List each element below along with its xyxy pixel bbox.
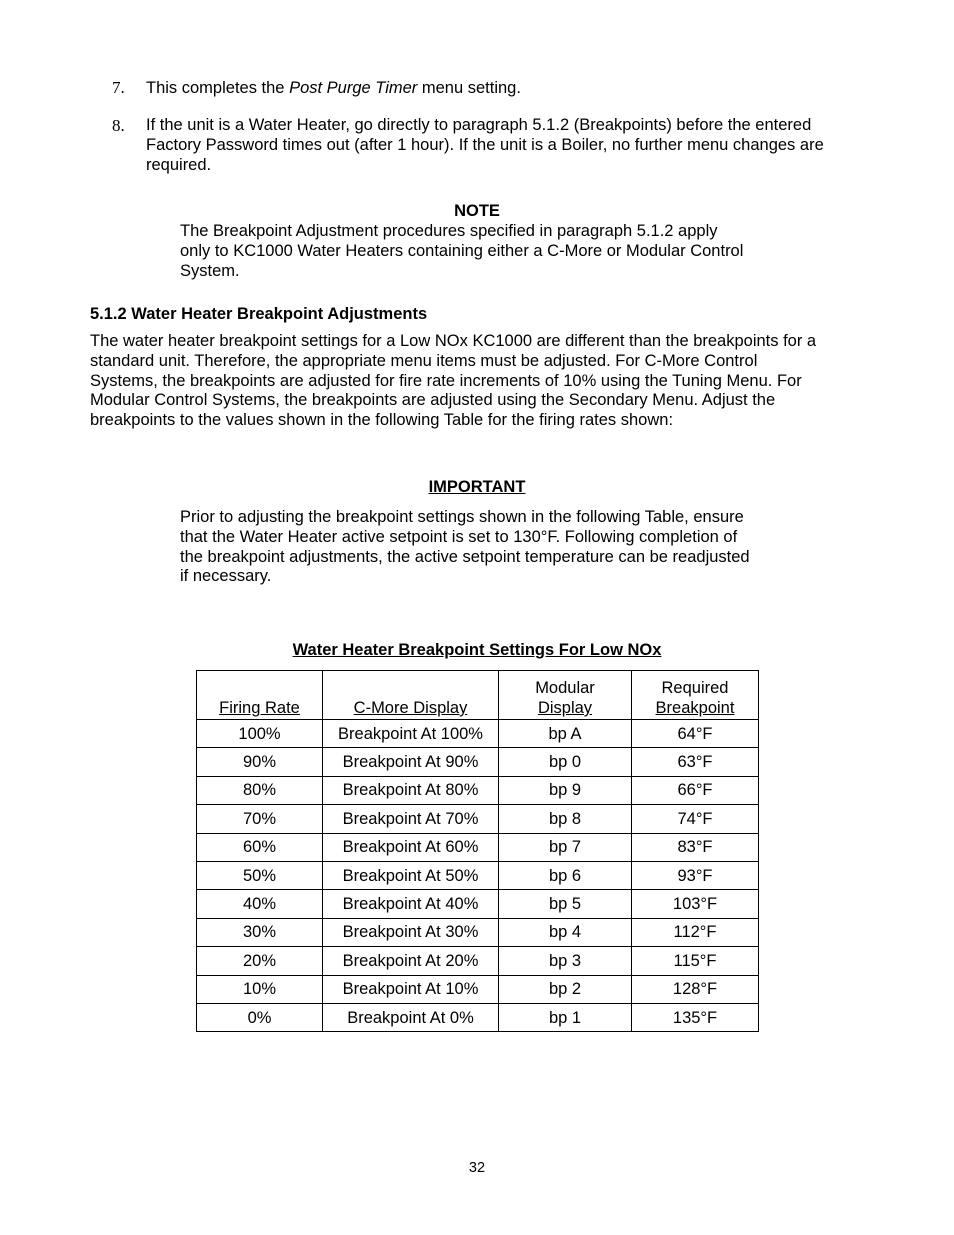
section-heading: 5.1.2 Water Heater Breakpoint Adjustments <box>90 305 428 323</box>
cell-cmore-display: Breakpoint At 0% <box>323 1003 499 1031</box>
cell-firing-rate: 70% <box>197 805 323 833</box>
table-header-row <box>197 671 759 720</box>
table-row <box>197 776 759 804</box>
step-7-number: 7. <box>112 78 125 97</box>
section-line: standard unit. Therefore, the appropriate menu items must be adjusted. For C-More Control <box>90 351 758 370</box>
cell-breakpoint: 115°F <box>632 947 759 975</box>
important-line: Prior to adjusting the breakpoint settings shown in the following Table, ensure <box>180 508 744 526</box>
cell-modular-display: bp A <box>499 720 632 748</box>
note-line: only to KC1000 Water Heaters containing either a C-More or Modular Control <box>180 241 744 260</box>
important-line: the breakpoint adjustments, the active setpoint temperature can be readjusted <box>180 547 750 566</box>
cell-cmore-display: Breakpoint At 80% <box>323 776 499 804</box>
cell-modular-display: bp 7 <box>499 833 632 861</box>
cell-modular-display: bp 2 <box>499 975 632 1003</box>
cell-cmore-display: Breakpoint At 50% <box>323 861 499 889</box>
cell-breakpoint: 64°F <box>632 720 759 748</box>
table-row <box>197 918 759 946</box>
table-row <box>197 890 759 918</box>
cell-breakpoint: 112°F <box>632 918 759 946</box>
page-number: 32 <box>468 1160 486 1176</box>
cell-firing-rate: 30% <box>197 918 323 946</box>
step-7-text <box>146 79 521 98</box>
cell-modular-display: bp 9 <box>499 776 632 804</box>
table-row <box>197 748 759 776</box>
note-line: System. <box>180 261 240 280</box>
cell-modular-display: bp 1 <box>499 1003 632 1031</box>
table-row <box>197 975 759 1003</box>
table-row <box>197 861 759 889</box>
table-title: Water Heater Breakpoint Settings For Low NOx <box>292 641 662 659</box>
cell-cmore-display: Breakpoint At 10% <box>323 975 499 1003</box>
header-required-breakpoint <box>632 671 759 720</box>
header-bottom: Firing Rate <box>219 699 300 717</box>
cell-firing-rate: 80% <box>197 776 323 804</box>
important-body <box>180 508 780 587</box>
note-heading: NOTE <box>454 202 500 220</box>
header-bottom: C-More Display <box>353 699 468 717</box>
section-line: Systems, the breakpoints are adjusted for fire rate increments of 10% using the Tuning Menu. For <box>90 371 802 390</box>
cell-firing-rate: 20% <box>197 947 323 975</box>
cell-breakpoint: 93°F <box>632 861 759 889</box>
cell-modular-display: bp 3 <box>499 947 632 975</box>
cell-cmore-display: Breakpoint At 90% <box>323 748 499 776</box>
cell-breakpoint: 74°F <box>632 805 759 833</box>
important-line: if necessary. <box>180 567 272 586</box>
cell-modular-display: bp 4 <box>499 918 632 946</box>
cell-modular-display: bp 6 <box>499 861 632 889</box>
step-7-text-pre: This completes the <box>146 79 290 97</box>
header-modular-display <box>499 671 632 720</box>
cell-firing-rate: 60% <box>197 833 323 861</box>
table-row <box>197 805 759 833</box>
cell-firing-rate: 100% <box>197 720 323 748</box>
section-line: The water heater breakpoint settings for a Low NOx KC1000 are different than the breakpoints for a <box>90 332 817 350</box>
cell-breakpoint: 63°F <box>632 748 759 776</box>
cell-modular-display: bp 5 <box>499 890 632 918</box>
important-line: that the Water Heater active setpoint is set to 130°F. Following completion of <box>180 527 738 546</box>
header-bottom: Breakpoint <box>655 699 735 717</box>
post-purge-timer-term: Post Purge Timer <box>289 79 418 97</box>
cell-cmore-display: Breakpoint At 70% <box>323 805 499 833</box>
table-row <box>197 1003 759 1031</box>
cell-firing-rate: 50% <box>197 861 323 889</box>
header-top: Required <box>661 679 729 697</box>
header-top: Modular <box>535 679 595 697</box>
note-body <box>180 222 775 281</box>
header-firing-rate <box>197 671 323 720</box>
step-8-line: required. <box>146 155 212 174</box>
cell-firing-rate: 40% <box>197 890 323 918</box>
cell-modular-display: bp 0 <box>499 748 632 776</box>
cell-breakpoint: 103°F <box>632 890 759 918</box>
section-line: Modular Control Systems, the breakpoints are adjusted using the Secondary Menu. Adjust the <box>90 391 776 410</box>
note-line: The Breakpoint Adjustment procedures specified in paragraph 5.1.2 apply <box>180 222 718 240</box>
cell-cmore-display: Breakpoint At 20% <box>323 947 499 975</box>
cell-cmore-display: Breakpoint At 40% <box>323 890 499 918</box>
step-8-number: 8. <box>112 116 125 135</box>
cell-firing-rate: 0% <box>197 1003 323 1031</box>
cell-cmore-display: Breakpoint At 60% <box>323 833 499 861</box>
section-body <box>90 332 870 431</box>
important-heading: IMPORTANT <box>428 478 526 496</box>
cell-breakpoint: 135°F <box>632 1003 759 1031</box>
cell-breakpoint: 128°F <box>632 975 759 1003</box>
step-8-line: If the unit is a Water Heater, go directly to paragraph 5.1.2 (Breakpoints) before the entered <box>146 116 812 134</box>
table-row <box>197 833 759 861</box>
cell-firing-rate: 90% <box>197 748 323 776</box>
section-line: breakpoints to the values shown in the following Table for the firing rates shown: <box>90 411 674 430</box>
step-8-text <box>146 116 866 175</box>
header-bottom: Display <box>537 699 593 717</box>
step-8-line: Factory Password times out (after 1 hour). If the unit is a Boiler, no further menu changes are <box>146 135 824 154</box>
cell-cmore-display: Breakpoint At 100% <box>323 720 499 748</box>
cell-cmore-display: Breakpoint At 30% <box>323 918 499 946</box>
cell-modular-display: bp 8 <box>499 805 632 833</box>
table-row <box>197 947 759 975</box>
cell-breakpoint: 83°F <box>632 833 759 861</box>
cell-firing-rate: 10% <box>197 975 323 1003</box>
step-7-text-post: menu setting. <box>417 79 521 97</box>
table-row <box>197 720 759 748</box>
header-cmore-display <box>323 671 499 720</box>
breakpoint-table <box>196 670 759 1032</box>
cell-breakpoint: 66°F <box>632 776 759 804</box>
